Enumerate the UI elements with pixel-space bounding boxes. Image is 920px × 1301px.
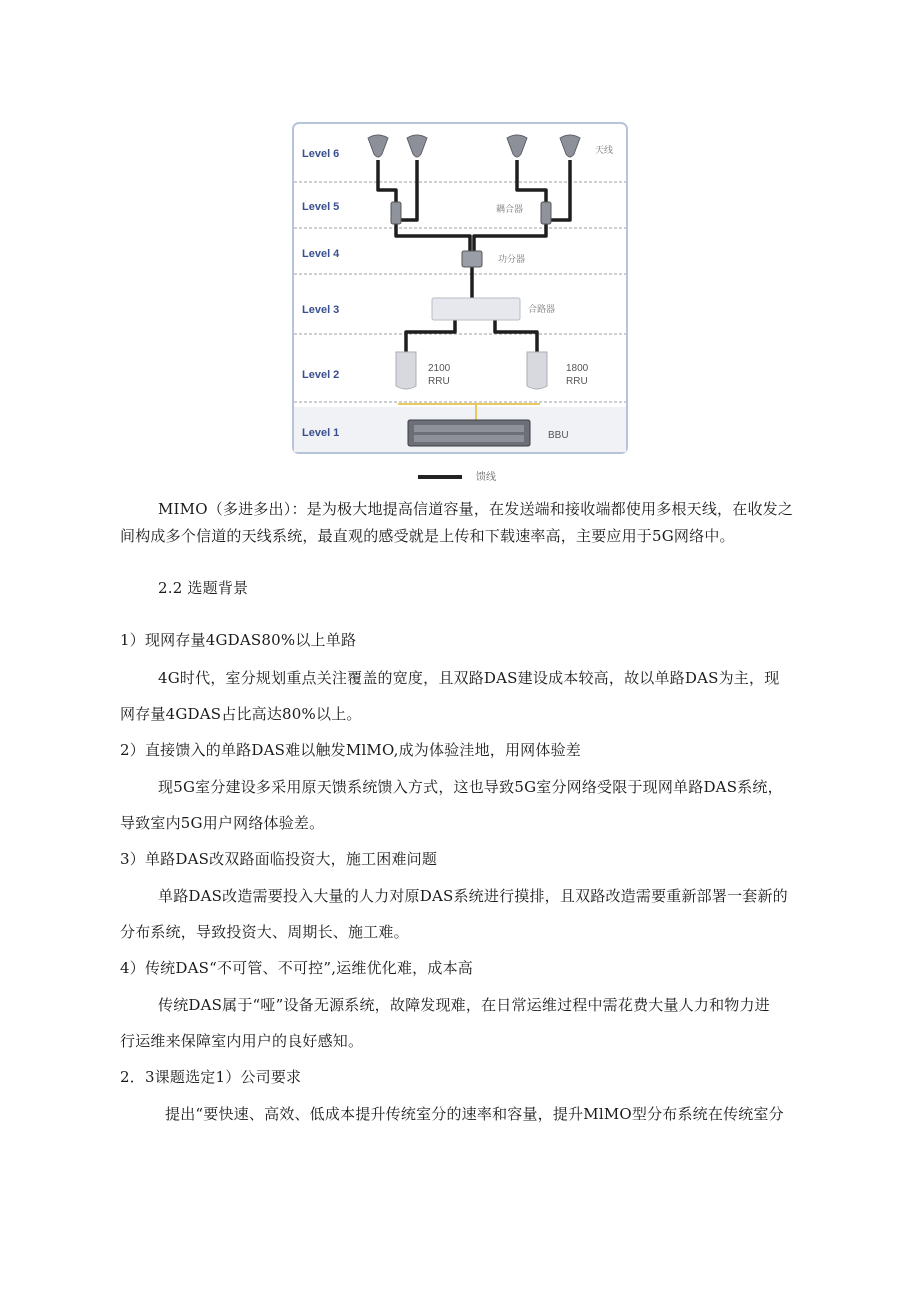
level1-label: Level 1 [302,427,340,439]
section-2-2-heading: 2.2 选题背景 [158,579,249,597]
bbu-icon [408,420,530,446]
level5-label: Level 5 [302,201,340,213]
mimo-definition-line2: 间构成多个信道的天线系统，最直观的感受就是上传和下载速率高，主要应用于5G网络中。 [120,527,735,545]
level3-label: Level 3 [302,304,340,316]
item2-body-line2: 导致室内5G用户网络体验差。 [120,814,325,832]
coupler-icon [541,202,551,224]
mimo-definition-line1: MIMO（多进多出）：是为极大地提高信道容量，在发送端和接收端都使用多根天线，在收发之 [158,500,794,518]
feeder-legend-swatch [418,475,462,479]
bbu-slot [414,435,524,442]
level6-label: Level 6 [302,148,340,160]
rru-icon [396,352,416,389]
splitter-icon [462,251,482,267]
item2-body-line1: 现5G室分建设多采用原天馈系统馈入方式，这也导致5G室分网络受限于现网单路DAS系统， [158,778,783,796]
rru-right-band: 1800 [566,363,589,374]
das-level-diagram [290,120,630,465]
item1-title: 1）现网存量4GDAS80%以上单路 [120,631,357,649]
rru-left-band: 2100 [428,363,451,374]
section-2-3-heading: 2．3课题选定1）公司要求 [120,1068,302,1086]
rru-left-name: RRU [428,376,450,387]
company-requirement-line: 提出“要快速、高效、低成本提升传统室分的速率和容量，提升MlMO型分布系统在传统室分 [165,1105,784,1123]
item3-title: 3）单路DAS改双路面临投资大，施工困难问题 [120,850,438,868]
item1-body-line1: 4G时代，室分规划重点关注覆盖的宽度，且双路DAS建设成本较高，故以单路DAS为主，现 [158,669,780,687]
combiner-icon [432,298,520,320]
coupler-label: 耦合器 [496,204,524,214]
level4-label: Level 4 [302,248,340,260]
feeder-legend-label: 馈线 [476,472,496,483]
antenna-label: 天线 [595,145,614,155]
item1-body-line2: 网存量4GDAS占比高达80%以上。 [120,705,362,723]
item4-body-line1: 传统DAS属于“哑”设备无源系统，故障发现难，在日常运维过程中需花费大量人力和物力进 [158,996,770,1014]
figure-legend [418,468,558,484]
rru-right-name: RRU [566,376,588,387]
bbu-slot [414,425,524,432]
item4-title: 4）传统DAS“不可管、不可控”,运维优化难，成本高 [120,959,473,977]
level2-label: Level 2 [302,369,340,381]
coupler-icon [391,202,401,224]
combiner-label: 合路器 [528,304,556,314]
item4-body-line2: 行运维来保障室内用户的良好感知。 [120,1032,364,1050]
item2-title: 2）直接馈入的单路DAS难以触发MlMO,成为体验洼地，用网体验差 [120,741,581,759]
item3-body-line1: 单路DAS改造需要投入大量的人力对原DAS系统进行摸排，且双路改造需要重新部署一套新的 [158,887,788,905]
splitter-label: 功分器 [498,254,526,264]
bbu-label: BBU [548,430,569,441]
item3-body-line2: 分布系统，导致投资大、周期长、施工难。 [120,923,409,941]
rru-icon [527,352,547,389]
